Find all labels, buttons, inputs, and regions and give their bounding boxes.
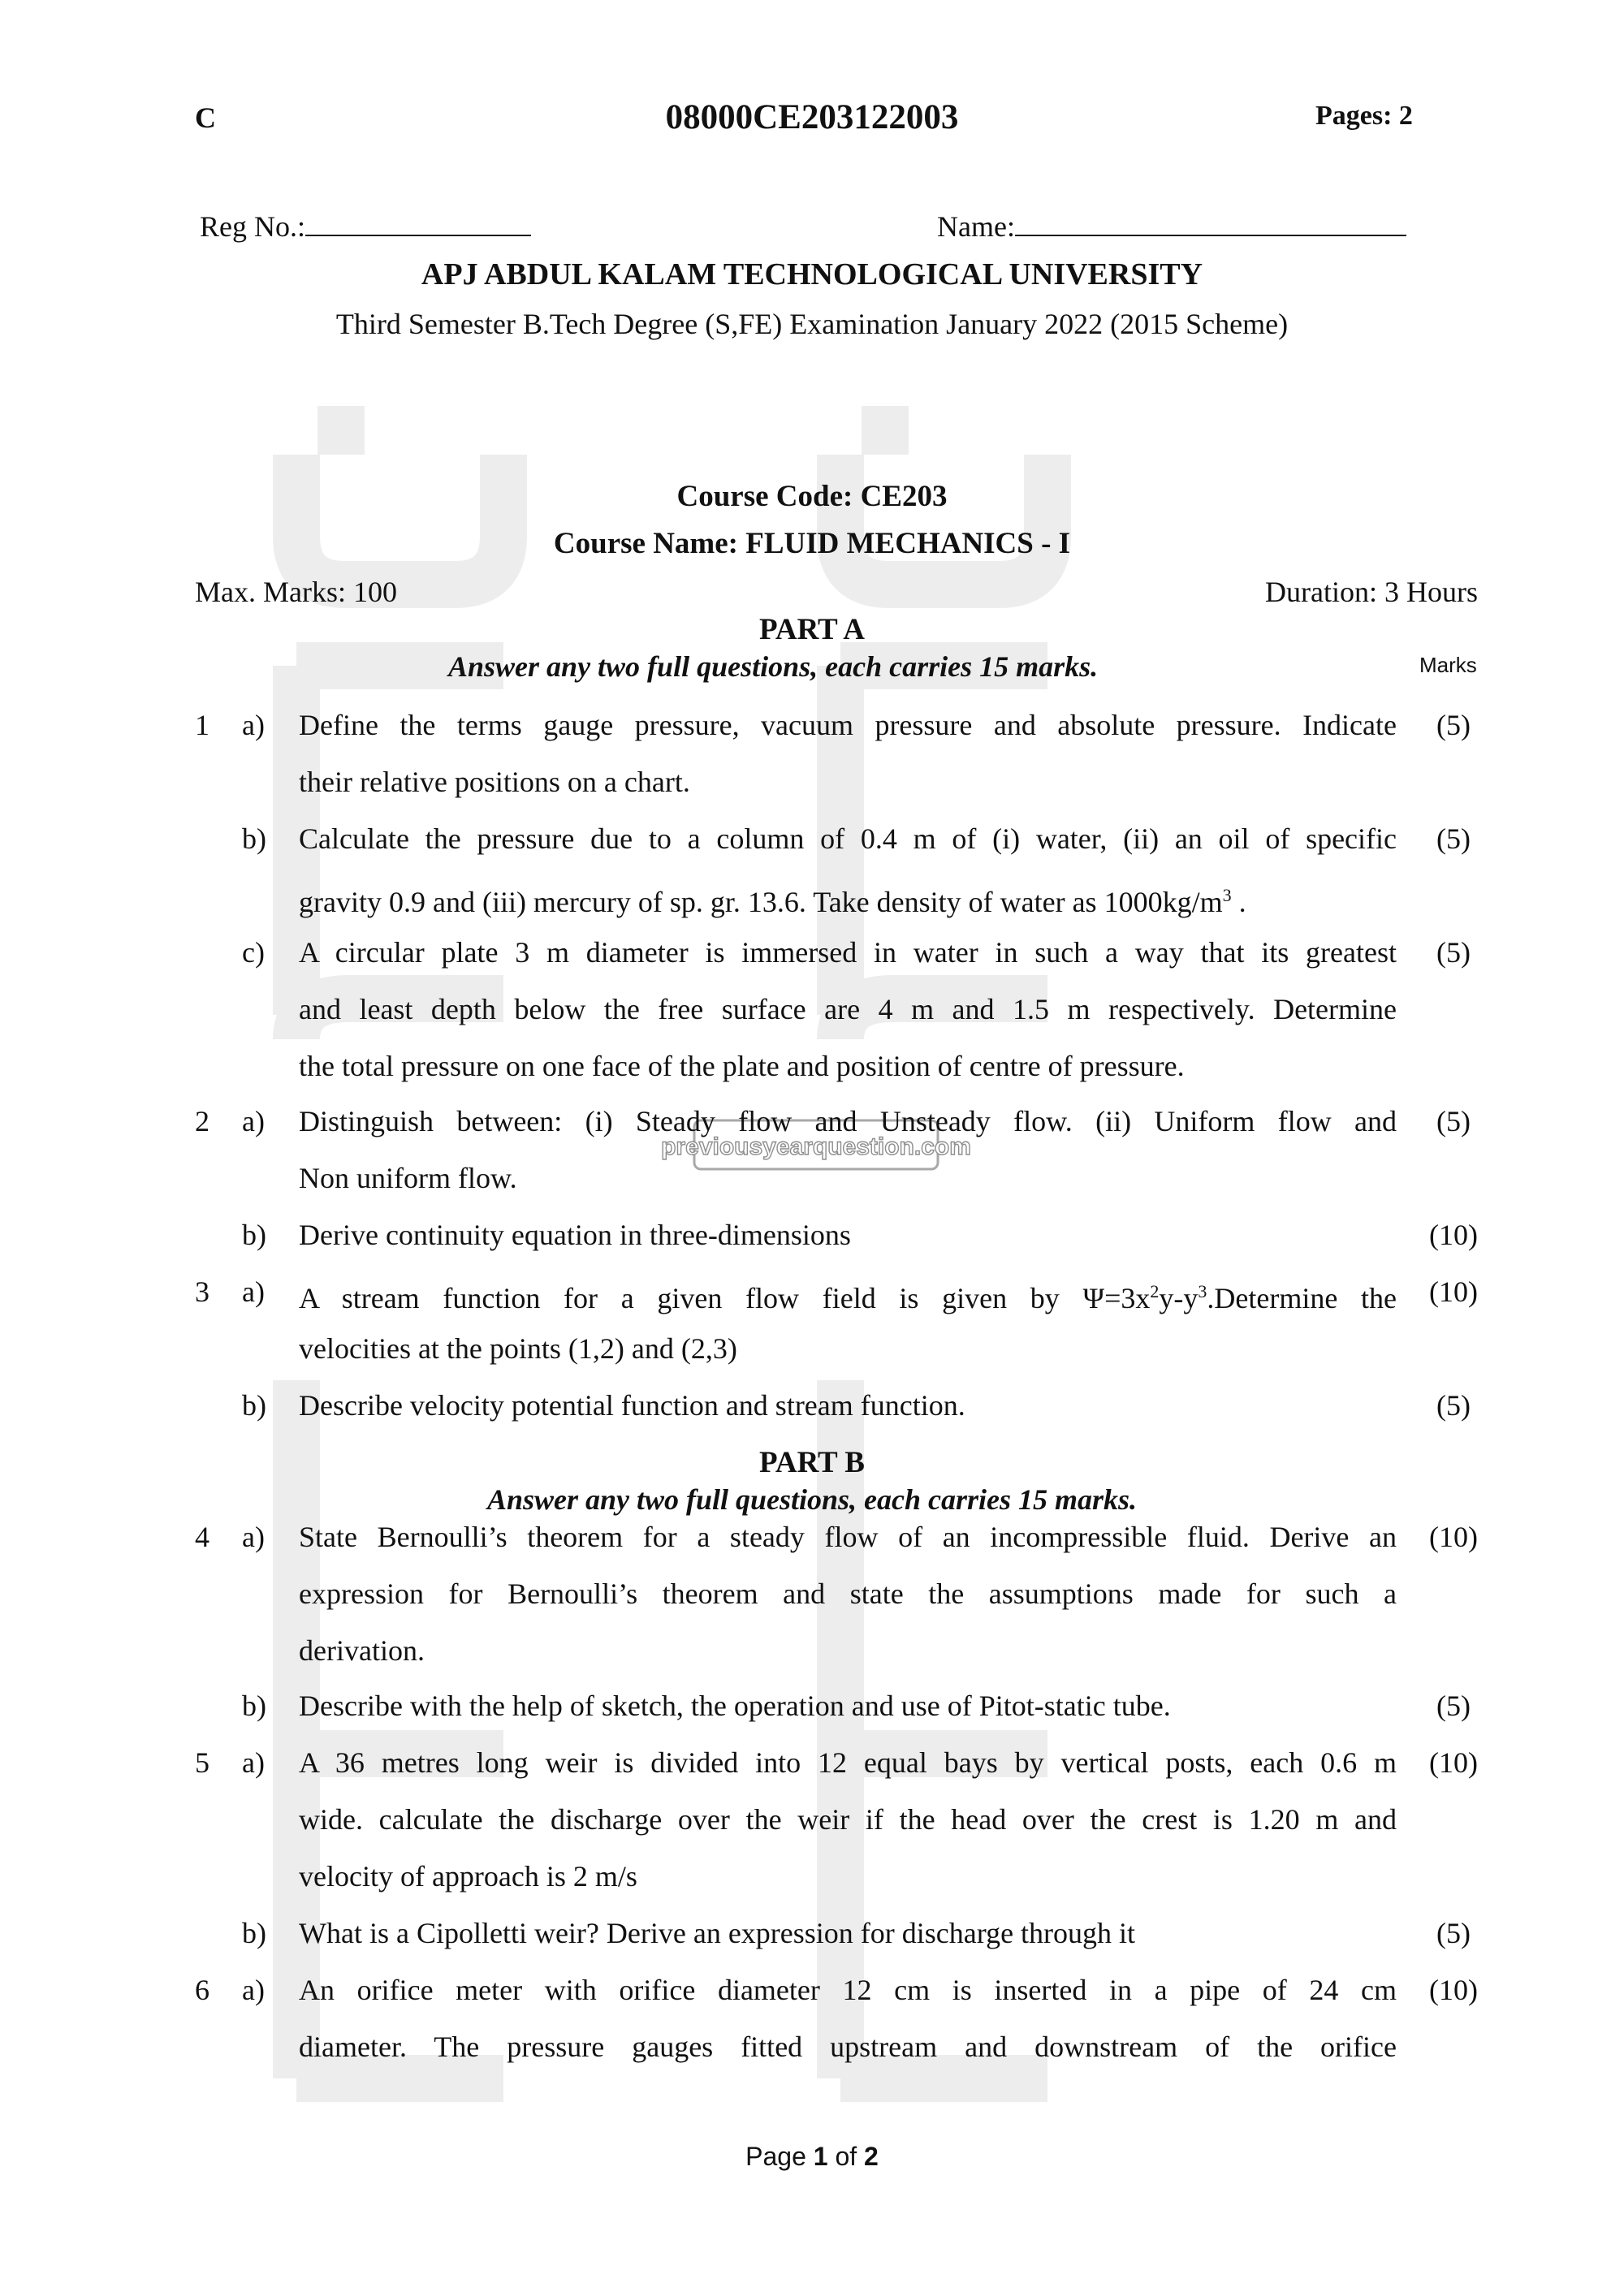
question-text: [299, 1905, 1397, 1962]
sub-question-label: b): [242, 1219, 266, 1251]
marks-value: (10): [1429, 1974, 1478, 2006]
question-text: [299, 1734, 1397, 1905]
text-line: [299, 1263, 1397, 1320]
current-page-number: 1: [813, 2142, 828, 2171]
question-text: [299, 924, 1397, 1094]
marks-value: (5): [1436, 1917, 1471, 1949]
text-line: Derive continuity equation in three-dimensions: [299, 1219, 851, 1251]
text-line: What is a Cipolletti weir? Derive an expression for discharge through it: [299, 1917, 1136, 1949]
part-a-title: PART A: [759, 613, 865, 646]
max-marks: Max. Marks: 100: [195, 576, 397, 608]
marks-value: (10): [1429, 1521, 1478, 1553]
question-number: 4: [195, 1521, 209, 1553]
question-text: [299, 1206, 1397, 1263]
question-text: [299, 1962, 1397, 2075]
marks-value: (10): [1429, 1219, 1478, 1251]
exam-title: Third Semester B.Tech Degree (S,FE) Examination January 2022 (2015 Scheme): [335, 308, 1289, 340]
text-line: Describe with the help of sketch, the operation and use of Pitot-static tube.: [299, 1690, 1171, 1722]
question-text: [299, 1263, 1397, 1377]
part-b-title: PART B: [759, 1446, 865, 1479]
paper-code: 08000CE203122003: [665, 98, 959, 136]
name-field: [937, 209, 1406, 244]
sub-question-label: b): [242, 1389, 266, 1422]
question-text: [299, 810, 1397, 924]
text-segment: .: [1231, 886, 1246, 918]
reg-no-blank: [305, 210, 531, 236]
sub-question-label: a): [242, 1521, 265, 1553]
text-line: Define the terms gauge pressure, vacuum pressure and absolute pressure. Indicate: [299, 709, 1397, 741]
marks-value: (5): [1436, 709, 1471, 741]
marks-value: (5): [1436, 822, 1471, 855]
marks-value: (5): [1436, 936, 1471, 969]
course-code: Course Code: CE203: [676, 480, 948, 513]
text-segment: A stream function for a given flow field is given by Ψ=3x: [299, 1282, 1151, 1314]
text-line: velocity of approach is 2 m/s: [299, 1860, 637, 1892]
text-line: expression for Bernoulli’s theorem and state the assumptions made for such a: [299, 1577, 1397, 1610]
duration: Duration: 3 Hours: [1265, 576, 1478, 608]
text-segment: gravity 0.9 and (iii) mercury of sp. gr. 13.6. Take density of water as 1000kg/m: [299, 886, 1223, 918]
question-number: 1: [195, 709, 209, 741]
sub-question-label: a): [242, 1746, 265, 1779]
marks-value: (5): [1436, 1389, 1471, 1422]
marks-value: (10): [1429, 1275, 1478, 1308]
sub-question-label: c): [242, 936, 265, 969]
text-line: Calculate the pressure due to a column of 0.4 m of (i) water, (ii) an oil of specific: [299, 822, 1397, 855]
question-number: 3: [195, 1275, 209, 1308]
text-line: Non uniform flow.: [299, 1162, 517, 1194]
superscript: 3: [1198, 1281, 1207, 1301]
course-name: Course Name: FLUID MECHANICS - I: [553, 527, 1071, 560]
text-line: Distinguish between: (i) Steady flow and Unsteady flow. (ii) Uniform flow and: [299, 1105, 1397, 1137]
text-line: diameter. The pressure gauges fitted upstream and downstream of the orifice: [299, 2031, 1397, 2063]
reg-no-field: [200, 209, 531, 244]
series-letter: C: [195, 101, 216, 134]
marks-value: (5): [1436, 1690, 1471, 1722]
question-text: [299, 697, 1397, 810]
text-line: their relative positions on a chart.: [299, 766, 690, 798]
university-name: APJ ABDUL KALAM TECHNOLOGICAL UNIVERSITY: [421, 257, 1203, 291]
part-b-instruction: Answer any two full questions, each carries 15 marks.: [486, 1483, 1138, 1516]
text-line: velocities at the points (1,2) and (2,3): [299, 1332, 737, 1365]
marks-value: (5): [1436, 1105, 1471, 1137]
total-page-number: 2: [864, 2142, 879, 2171]
question-number: 6: [195, 1974, 209, 2006]
name-blank: [1015, 210, 1406, 236]
marks-column-header: Marks: [1419, 653, 1477, 677]
pages-count: Pages: 2: [1315, 101, 1413, 131]
text-segment: .Determine the: [1207, 1282, 1397, 1314]
sub-question-label: a): [242, 709, 265, 741]
superscript: 3: [1222, 885, 1232, 905]
sub-question-label: a): [242, 1105, 265, 1137]
question-text: [299, 1093, 1397, 1206]
footer-text: Page: [745, 2142, 814, 2171]
sub-question-label: a): [242, 1275, 265, 1308]
text-line: An orifice meter with orifice diameter 12 cm is inserted in a pipe of 24 cm: [299, 1974, 1397, 2006]
superscript: 2: [1150, 1281, 1160, 1301]
question-text: [299, 1677, 1397, 1734]
name-label: Name:: [937, 210, 1015, 243]
sub-question-label: b): [242, 1917, 266, 1949]
watermark-text: previousyearquestion.com: [661, 1133, 971, 1160]
text-line: derivation.: [299, 1634, 425, 1667]
footer-text: of: [827, 2142, 865, 2171]
text-line: A 36 metres long weir is divided into 12 equal bays by vertical posts, each 0.6 m: [299, 1746, 1397, 1779]
marks-value: (10): [1429, 1746, 1478, 1779]
question-text: [299, 1377, 1397, 1434]
text-line: [299, 867, 1397, 924]
part-a-instruction: Answer any two full questions, each carries 15 marks.: [448, 650, 1099, 683]
text-line: and least depth below the free surface are 4 m and 1.5 m respectively. Determine: [299, 993, 1397, 1025]
question-number: 2: [195, 1105, 209, 1137]
page-footer: [0, 2142, 1624, 2172]
sub-question-label: a): [242, 1974, 265, 2006]
text-segment: y-y: [1159, 1282, 1199, 1314]
text-line: the total pressure on one face of the plate and position of centre of pressure.: [299, 1050, 1185, 1082]
text-line: State Bernoulli’s theorem for a steady flow of an incompressible fluid. Derive an: [299, 1521, 1397, 1553]
text-line: wide. calculate the discharge over the weir if the head over the crest is 1.20 m and: [299, 1803, 1397, 1836]
question-number: 5: [195, 1746, 209, 1779]
reg-no-label: Reg No.:: [200, 210, 305, 243]
question-text: [299, 1508, 1397, 1679]
sub-question-label: b): [242, 822, 266, 855]
text-line: Describe velocity potential function and stream function.: [299, 1389, 965, 1422]
sub-question-label: b): [242, 1690, 266, 1722]
text-line: A circular plate 3 m diameter is immersed in water in such a way that its greatest: [299, 936, 1397, 969]
